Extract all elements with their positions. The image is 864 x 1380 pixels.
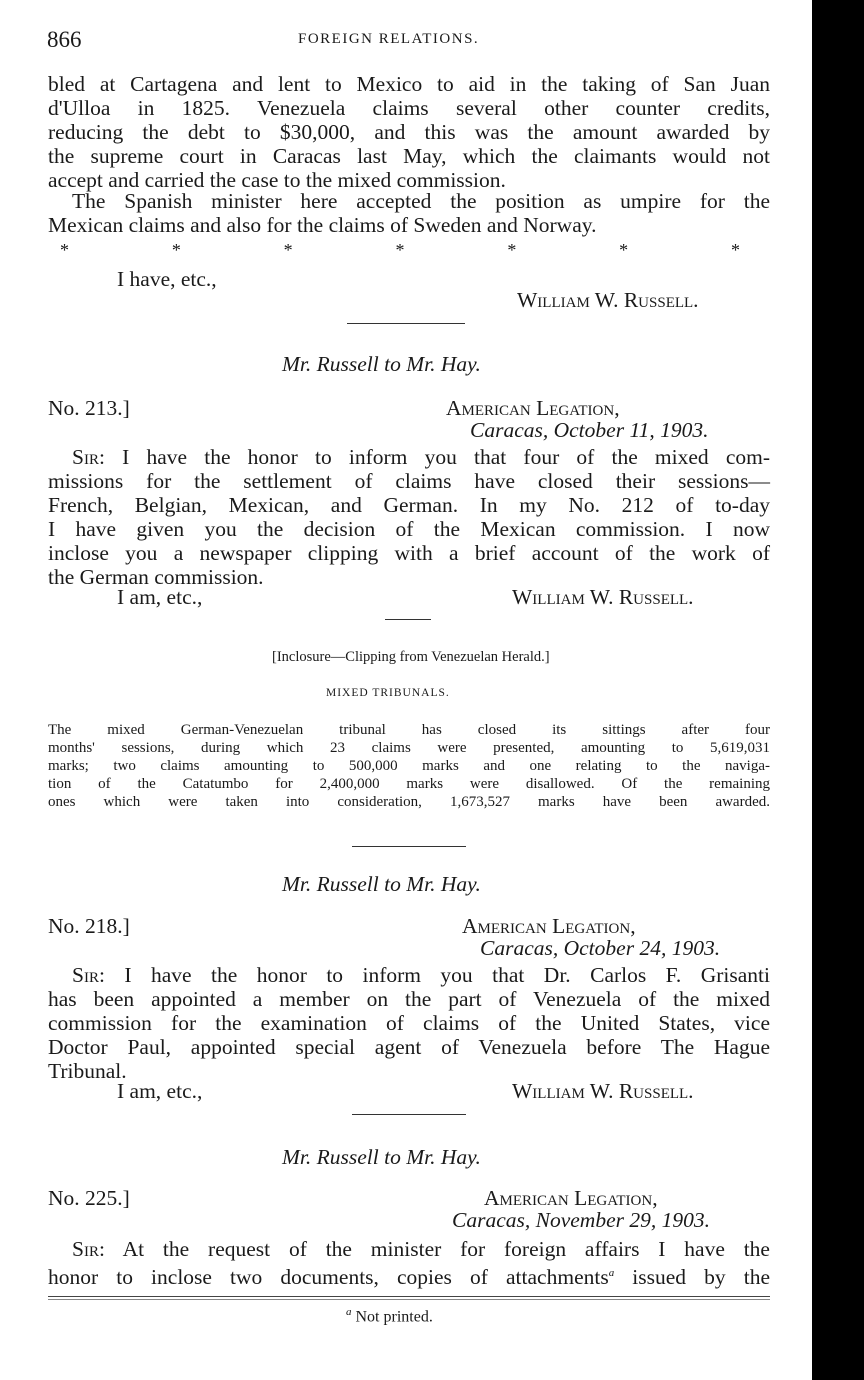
dispatch-number: No. 225.] xyxy=(48,1186,130,1210)
running-title: FOREIGN RELATIONS. xyxy=(298,31,480,47)
text-line xyxy=(72,445,770,469)
text-line: The Spanish minister here accepted the position as umpire for the xyxy=(72,189,770,213)
text-line xyxy=(48,1261,770,1290)
scan-edge xyxy=(812,0,864,1380)
footnote-rule xyxy=(48,1299,770,1300)
text-line xyxy=(72,1237,770,1261)
text-line: I have given you the decision of the Mexican commission. I now xyxy=(48,517,770,541)
text-line: Mexican claims and also for the claims of Sweden and Norway. xyxy=(48,213,597,237)
text-line: the German commission. xyxy=(48,565,264,589)
text-line: marks; two claims amounting to 500,000 marks and one relating to the naviga- xyxy=(48,758,770,774)
letter-heading: Mr. Russell to Mr. Hay. xyxy=(282,872,481,896)
text-line: ones which were taken into consideration, 1,673,527 marks have been awarded. xyxy=(48,794,770,810)
text-span: At the request of the minister for foreign affairs I have the xyxy=(122,1237,770,1261)
place-date: Caracas, November 29, 1903. xyxy=(452,1208,710,1232)
text-line xyxy=(72,963,770,987)
footnote-marker: a xyxy=(608,1267,615,1279)
dispatch-number: No. 213.] xyxy=(48,396,130,420)
footnote-marker: a xyxy=(346,1306,352,1318)
letter-heading: Mr. Russell to Mr. Hay. xyxy=(282,1145,481,1169)
ellipsis-stars xyxy=(60,240,740,261)
text-line: the supreme court in Caracas last May, which the claimants would not xyxy=(48,144,770,168)
place-date: Caracas, October 24, 1903. xyxy=(480,936,721,960)
text-span: I have the honor to inform you that four of the mixed com- xyxy=(122,445,771,469)
footnote-rule xyxy=(48,1296,770,1297)
star-mark: * xyxy=(395,240,405,260)
text-span: I have the honor to inform you that Dr. Carlos F. Grisanti xyxy=(124,963,771,987)
legation: American Legation, xyxy=(462,914,636,938)
place-date: Caracas, October 11, 1903. xyxy=(470,418,709,442)
separator-rule xyxy=(347,323,465,324)
salutation: Sir: xyxy=(72,1237,105,1261)
star-mark: * xyxy=(60,240,69,260)
salutation: Sir: xyxy=(72,963,105,987)
text-line: bled at Cartagena and lent to Mexico to aid in the taking of San Juan xyxy=(48,72,770,96)
star-mark: * xyxy=(283,240,293,260)
text-line: French, Belgian, Mexican, and German. In my No. 212 of to-day xyxy=(48,493,770,517)
inclosure-label: [Inclosure—Clipping from Venezuelan Herald.] xyxy=(272,649,550,665)
text-line: missions for the settlement of claims have closed their sessions— xyxy=(48,469,770,493)
closing: I am, etc., xyxy=(117,1079,203,1103)
text-line: accept and carried the case to the mixed commission. xyxy=(48,168,506,192)
text-line: commission for the examination of claims of the United States, vice xyxy=(48,1011,770,1035)
signature: William W. Russell. xyxy=(512,1079,694,1103)
text-line: The mixed German-Venezuelan tribunal has closed its sittings after four xyxy=(48,722,770,738)
footnote xyxy=(346,1306,433,1326)
salutation: Sir: xyxy=(72,445,105,469)
separator-rule xyxy=(352,1114,466,1115)
page-number: 866 xyxy=(47,27,82,52)
legation: American Legation, xyxy=(484,1186,658,1210)
text-span: issued by the xyxy=(632,1265,770,1290)
closing: I am, etc., xyxy=(117,585,203,609)
text-line: d'Ulloa in 1825. Venezuela claims several other counter credits, xyxy=(48,96,770,120)
inclosure-title: MIXED TRIBUNALS. xyxy=(326,687,450,699)
text-line: inclose you a newspaper clipping with a brief account of the work of xyxy=(48,541,770,565)
letter-heading: Mr. Russell to Mr. Hay. xyxy=(282,352,481,376)
star-mark: * xyxy=(730,240,740,260)
star-mark: * xyxy=(171,240,181,260)
legation: American Legation, xyxy=(446,396,620,420)
separator-rule xyxy=(385,619,431,620)
text-line: tion of the Catatumbo for 2,400,000 marks were disallowed. Of the remaining xyxy=(48,776,770,792)
dispatch-number: No. 218.] xyxy=(48,914,130,938)
signature: William W. Russell. xyxy=(512,585,694,609)
text-line: months' sessions, during which 23 claims were presented, amounting to 5,619,031 xyxy=(48,740,770,756)
text-span: honor to inclose two documents, copies of attachments xyxy=(48,1265,609,1290)
signature: William W. Russell. xyxy=(517,288,699,312)
text-line: Tribunal. xyxy=(48,1059,127,1083)
separator-rule xyxy=(352,846,466,847)
star-mark: * xyxy=(507,240,517,260)
footnote-text: Not printed. xyxy=(355,1308,433,1326)
star-mark: * xyxy=(619,240,629,260)
text-line: Doctor Paul, appointed special agent of Venezuela before The Hague xyxy=(48,1035,770,1059)
text-line: reducing the debt to $30,000, and this was the amount awarded by xyxy=(48,120,770,144)
text-line: has been appointed a member on the part of Venezuela of the mixed xyxy=(48,987,770,1011)
closing: I have, etc., xyxy=(117,267,217,291)
